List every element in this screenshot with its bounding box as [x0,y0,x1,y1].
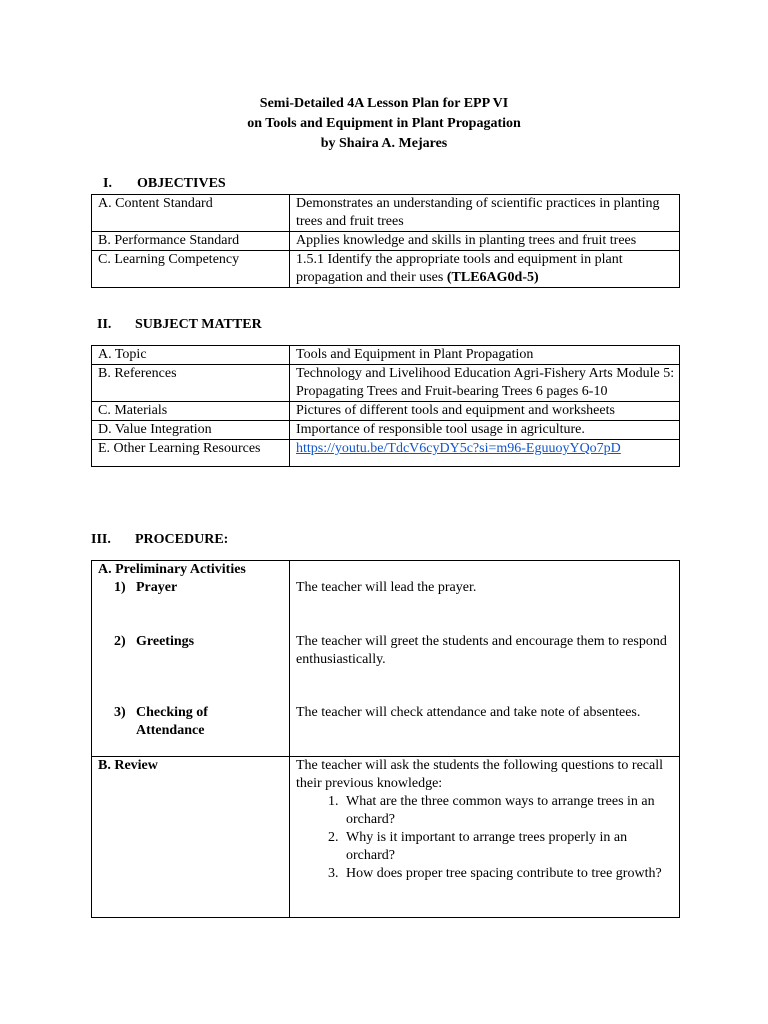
table-row [92,195,680,232]
row-label: B. Performance Standard [92,232,290,251]
resource-link[interactable]: https://youtu.be/TdcV6cyDY5c?si=m96-EguuoyYQo7pD [296,441,621,456]
preliminary-activities-cell [92,561,290,757]
subject-matter-table [91,345,680,467]
activity-item [114,704,226,740]
row-label: C. Learning Competency [92,251,290,288]
activity-text: The teacher will lead the prayer. [296,580,477,595]
activity-label: Checking of Attendance [136,705,208,738]
row-value [290,440,680,467]
section-heading-procedure [91,531,228,549]
row-value: Demonstrates an understanding of scientific practices in planting trees and fruit trees [290,195,680,232]
row-label: C. Materials [92,402,290,421]
activity-item [114,633,194,651]
review-label: B. Review [92,757,290,918]
table-row [92,365,680,402]
row-label: B. References [92,365,290,402]
activity-number: 3) [114,705,126,720]
activity-item [114,579,177,597]
table-row [92,346,680,365]
preliminary-activities-details [290,561,680,757]
doc-title-line1: Semi-Detailed 4A Lesson Plan for EPP VI [259,96,509,111]
section-heading-objectives [103,175,226,193]
section-number: II. [97,317,112,332]
section-title: PROCEDURE: [135,532,229,547]
review-details [290,757,680,918]
list-item: 2. Why is it important to arrange trees properly in an orchard? [342,829,679,865]
row-label: E. Other Learning Resources [92,440,290,467]
table-row [92,232,680,251]
table-row [92,561,680,757]
competency-code: (TLE6AG0d-5) [446,270,539,285]
activity-number: 1) [114,580,126,595]
row-value: Technology and Livelihood Education Agri-Fishery Arts Module 5: Propagating Trees and Fruit-bearing Trees 6 pages 6-10 [290,365,680,402]
row-value: Applies knowledge and skills in planting trees and fruit trees [290,232,680,251]
activity-text: The teacher will check attendance and take note of absentees. [296,705,641,720]
row-label: A. Content Standard [92,195,290,232]
table-row [92,402,680,421]
activity-text: The teacher will greet the students and encourage them to respond enthusiastically. [296,634,667,667]
activity-number: 2) [114,634,126,649]
activity-label: Prayer [136,580,178,595]
activity-label: Greetings [136,634,195,649]
objectives-table [91,194,680,288]
row-value: Importance of responsible tool usage in agriculture. [290,421,680,440]
review-intro: The teacher will ask the students the following questions to recall their previous knowledge: [296,758,664,791]
section-title: SUBJECT MATTER [135,317,262,332]
preliminary-activities-label: A. Preliminary Activities [98,562,246,577]
row-label: D. Value Integration [92,421,290,440]
section-title: OBJECTIVES [137,176,226,191]
procedure-table [91,560,680,918]
row-value: Tools and Equipment in Plant Propagation [290,346,680,365]
table-row [92,421,680,440]
review-questions-list [296,793,679,883]
table-row [92,251,680,288]
section-number: I. [103,176,112,191]
competency-text: 1.5.1 Identify the appropriate tools and equipment in plant propagation and their uses [296,252,623,285]
section-number: III. [91,532,111,547]
list-item: 3. How does proper tree spacing contribute to tree growth? [342,865,679,883]
row-value [290,251,680,288]
list-item: 1. What are the three common ways to arrange trees in an orchard? [342,793,679,829]
doc-title-line2: on Tools and Equipment in Plant Propagation [247,116,521,131]
section-heading-subject-matter [97,316,262,334]
table-row [92,757,680,918]
row-value: Pictures of different tools and equipment and worksheets [290,402,680,421]
row-label: A. Topic [92,346,290,365]
doc-author-line: by Shaira A. Mejares [320,136,448,151]
table-row [92,440,680,467]
